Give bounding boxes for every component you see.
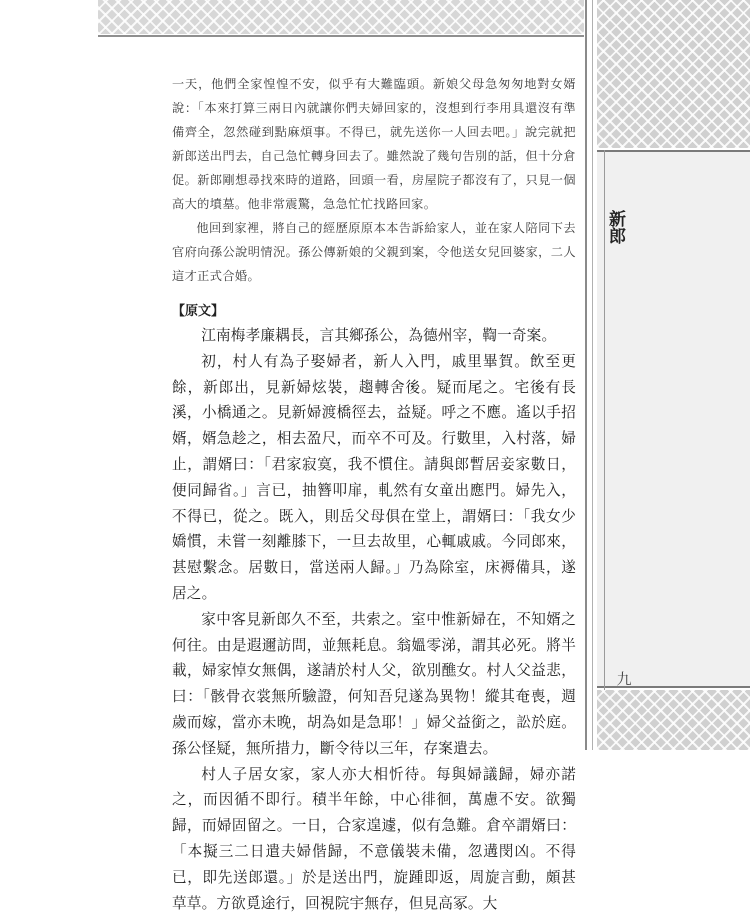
translation-paragraph: 一天，他們全家惶惶不安，似乎有大難臨頭。新娘父母急匆匆地對女婿說：「本來打算三兩日內就讓你們夫婦回家的，沒想到行李用具還沒有準備齊全，忽然碰到點麻煩事。不得已，就先送你一人回去吧。」說完就把新郎送出門去，自己急忙轉身回去了。雖然說了幾句告別的話，但十分倉促。新郎剛想尋找來時的道路，回頭一看，房屋院子都沒有了，只見一個高大的墳墓。他非常震驚，急急忙忙找路回家。 (172, 77, 576, 211)
original-paragraph: 江南梅孝廉耦長，言其鄉孫公，為德州宰，鞫一奇案。 (201, 327, 557, 344)
translation-paragraph: 他回到家裡，將自己的經歷原原本本告訴給家人，並在家人陪同下去官府向孫公說明情況。孫公傳新娘的父親到案，令他送女兒回婆家，二人這才正式合婚。 (172, 221, 576, 283)
sidebar-pattern-top (597, 0, 750, 148)
section-heading: 【原文】 (172, 304, 225, 319)
sidebar-pattern-bottom (597, 690, 750, 750)
original-paragraph: 村人子居女家，家人亦大相忻待。每與婦議歸，婦亦諾之，而因循不即行。積半年餘，中心徘徊，萬慮不安。欲獨歸，而婦固留之。一日，合家遑遽，似有急難。倉卒謂婿曰：「本擬三二日遣夫婦偕歸，不意儀裝未備，忽遘閔凶。不得已，即先送郎還。」於是送出門，旋踵即返，周旋言動，頗甚草草。方欲覓途行，回視院宇無存，但見高冢。大 (172, 765, 576, 912)
original-text-section (172, 301, 576, 916)
original-paragraph: 初，村人有為子娶婦者，新人入門，戚里畢賀。飲至更餘，新郎出，見新婦炫裝，趨轉舍後。疑而尾之。宅後有長溪，小橋通之。見新婦渡橋徑去，益疑。呼之不應。遙以手招婿，婿急趁之，相去盈尺，而卒不可及。行數里，入村落，婦止，謂婿曰：「君家寂寞，我不慣住。請與郎暫居妾家數日，便同歸省。」言已，抽簪叩扉，軋然有女童出應門。婦先入，不得已，從之。既入，則岳父母俱在堂上，謂婿曰：「我女少嬌慣，未嘗一刻離膝下，一旦去故里，心輒戚戚。今同郎來，甚慰繫念。居數日，當送兩人歸。」乃為除室，床褥備具，遂居之。 (172, 352, 576, 602)
original-paragraph: 家中客見新郎久不至，共索之。室中惟新婦在，不知婿之何往。由是遐邇訪問，並無耗息。翁媼零涕，謂其必死。將半載，婦家悼女無偶，遂請於村人父，欲別醮女。村人父益悲，曰：「骸骨衣裳無所驗證，何知吾兒遂為異物！縱其奄喪，週歲而嫁，當亦未晚，胡為如是急耶！」婦父益銜之，訟於庭。孫公怪疑，無所措力，斷令待以三年，存案遣去。 (172, 610, 576, 757)
page-body (172, 72, 576, 916)
translation-section (172, 72, 576, 288)
page-number: 九 (616, 670, 632, 688)
top-decorative-border (98, 0, 584, 34)
sidebar-border (585, 0, 593, 750)
chapter-title: 新郎 (605, 210, 625, 244)
